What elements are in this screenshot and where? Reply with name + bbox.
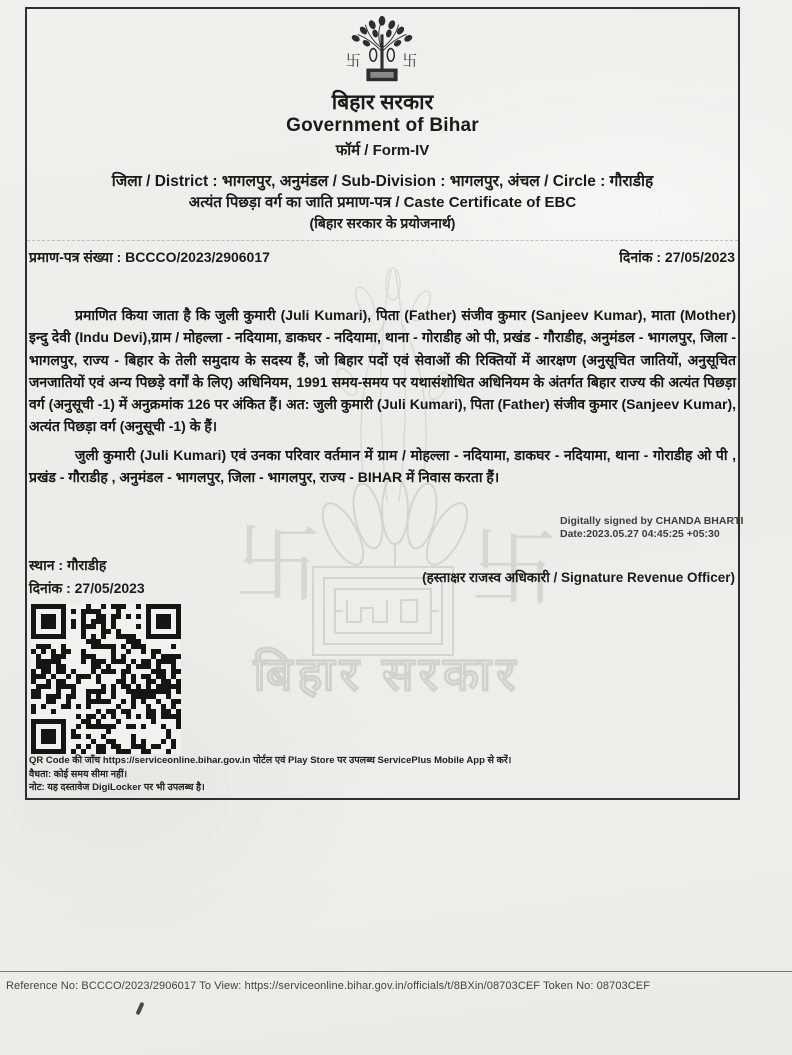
- reference-line: Reference No: BCCCO/2023/2906017 To View: https://serviceonline.bihar.gov.in/officials/t/8BXin/08703CEF Token No: 08703CEF: [6, 980, 651, 992]
- title-english: Government of Bihar: [286, 115, 479, 136]
- digital-signature-line2: Date:2023.05.27 04:45:25 +05:30: [560, 528, 720, 540]
- certificate-date: दिनांक : 27/05/2023: [619, 249, 735, 265]
- title-hindi: बिहार सरकार: [331, 91, 434, 114]
- svg-text:卐: 卐: [345, 53, 361, 70]
- signature-officer-caption: (हस्ताक्षर राजस्व अधिकारी / Signature Revenue Officer): [422, 570, 735, 585]
- certificate-body-paragraph-2: जुली कुमारी (Juli Kumari) एवं उनका परिवार वर्तमान में ग्राम / मोहल्ला - नदियामा, डाकघर - नदियामा, थाना - गोराडीह ओ पी , प्रखंड - गौराडीह , अनुमंडल - भागलपुर, जिला - भागलपुर, राज्य - BIHAR में निवास करता हैं।: [29, 447, 736, 486]
- svg-text:卐: 卐: [402, 53, 418, 70]
- qr-verification-note: QR Code की जाँच https://serviceonline.bihar.gov.in पोर्टल एवं Play Store पर उपलब्ध ServicePlus Mobile App से करें।: [29, 755, 512, 766]
- bihar-emblem-icon: [338, 13, 426, 89]
- issue-place: स्थान : गौराडीह: [29, 557, 107, 573]
- footer-notes: [29, 754, 729, 795]
- purpose-line: (बिहार सरकार के प्रयोजनार्थ): [309, 215, 456, 231]
- qr-code: [31, 604, 181, 754]
- scan-artifact-mark: [136, 1002, 145, 1016]
- watermark-text: बिहार सरकार: [253, 647, 521, 700]
- certificate-body-paragraph-1: प्रमाणित किया जाता है कि जुली कुमारी (Juli Kumari), पिता (Father) संजीव कुमार (Sanjeev Kumar), माता (Mother) इन्दु देवी (Indu Devi),ग्राम / मोहल्ला - नदियामा, डाकघर - नदियामा, थाना - गोराडीह ओ पी, प्रखंड - गौराडीह, अनुमंडल - भागलपुर, जिला - भागलपुर, राज्य - बिहार के तेली समुदाय के सदस्य हैं, जो बिहार पदों एवं सेवाओं की रिक्तियों में आरक्षण (अनुसूचित जातियों, अनुसूचित जनजातियों एवं अन्य पिछड़े वर्गों के लिए) अधिनियम, 1991 समय-समय पर यथासंशोधित अधिनियम के अंतर्गत बिहार राज्य की अत्यंत पिछड़ा वर्ग (अनुसूची -1) में अनुक्रमांक 126 पर अंकित हैं। अत: जुली कुमारी (Juli Kumari), पिता (Father) संजीव कुमार (Sanjeev Kumar), अत्यंत पिछड़ा वर्ग (अनुसूची -1) के हैं।: [29, 307, 736, 435]
- form-number: फॉर्म / Form-IV: [335, 142, 430, 159]
- digital-signature-block: [560, 515, 760, 541]
- digital-signature-line1: Digitally signed by CHANDA BHARTI: [560, 515, 744, 527]
- bottom-rule: [0, 971, 792, 972]
- swastika-left-icon: 卐: [235, 517, 321, 613]
- district-line: जिला / District : भागलपुर, अनुमंडल / Sub-Division : भागलपुर, अंचल / Circle : गौराडीह: [111, 173, 654, 190]
- digilocker-note: नोट: यह दस्तावेज DigiLocker पर भी उपलब्ध है।: [29, 782, 205, 793]
- issue-date: दिनांक : 27/05/2023: [29, 580, 145, 596]
- validity-note: वैधता: कोई समय सीमा नहीं।: [29, 768, 128, 780]
- header-divider: [27, 240, 738, 241]
- certificate-meta-row: [29, 248, 735, 267]
- certificate-type-line: अत्यंत पिछड़ा वर्ग का जाति प्रमाण-पत्र / Caste Certificate of EBC: [188, 194, 577, 211]
- swastika-right-icon: 卐: [471, 521, 557, 617]
- certificate-number: प्रमाण-पत्र संख्या : BCCCO/2023/2906017: [29, 249, 270, 265]
